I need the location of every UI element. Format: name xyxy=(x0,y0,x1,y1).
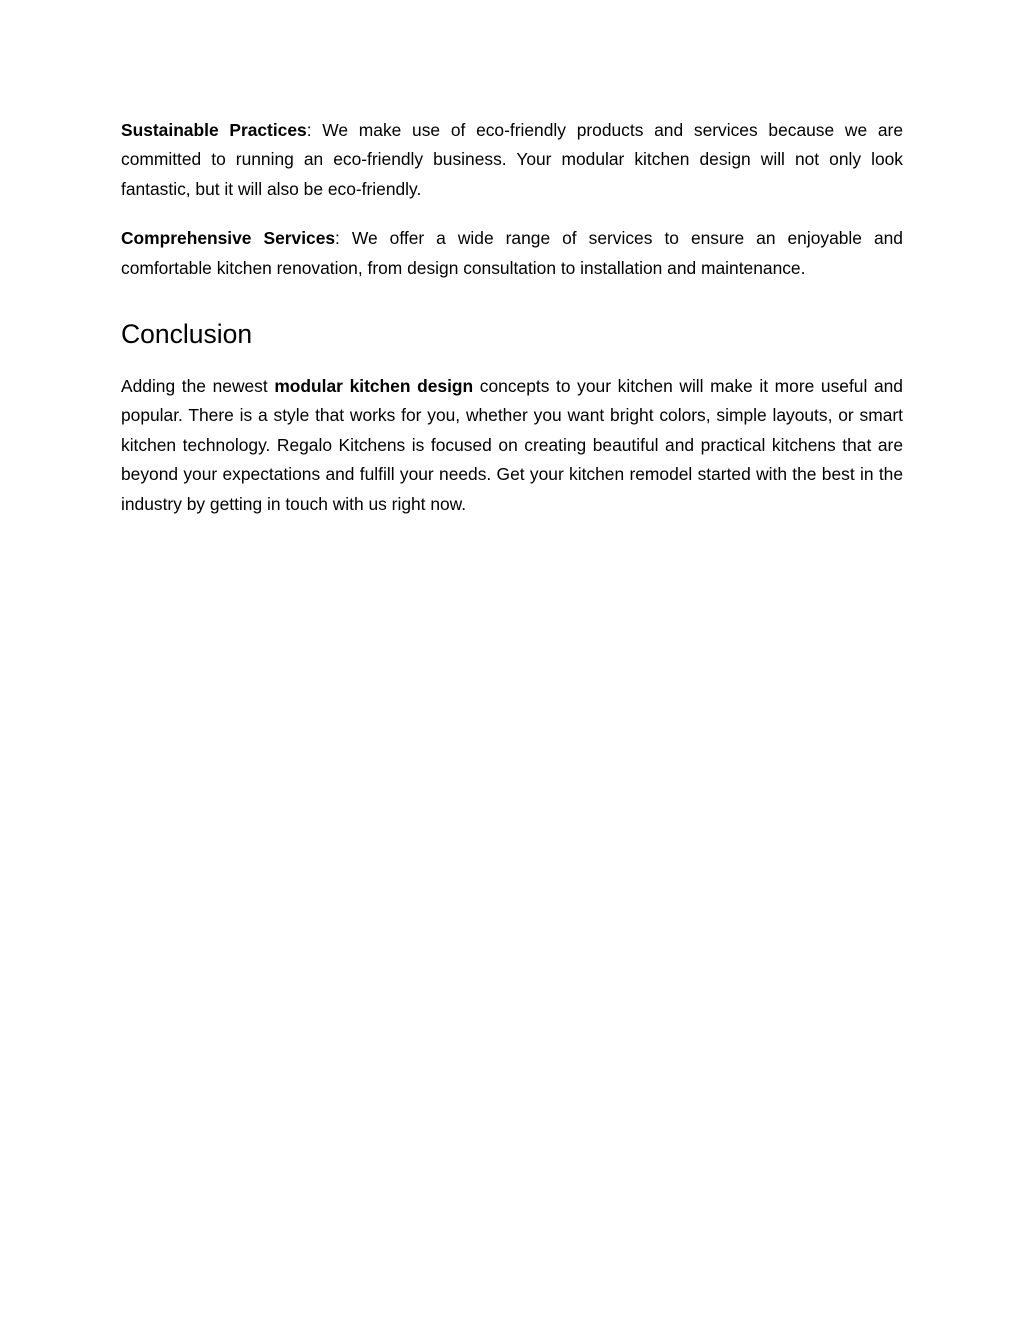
conclusion-bold-phrase: modular kitchen design xyxy=(274,376,474,397)
comprehensive-services-paragraph xyxy=(121,224,903,283)
conclusion-text-before: Adding the newest xyxy=(121,376,275,397)
comprehensive-services-text: : We offer a wide range of services to ensure an enjoyable and comfortable kitchen renovation, from design consultation to installation and maintenance. xyxy=(121,228,903,278)
conclusion-paragraph xyxy=(121,372,903,519)
conclusion-heading: Conclusion xyxy=(121,319,253,350)
comprehensive-services-term: Comprehensive Services xyxy=(121,228,336,249)
sustainable-practices-paragraph xyxy=(121,116,903,204)
conclusion-text-after: concepts to your kitchen will make it more useful and popular. There is a style that works for you, whether you want bright colors, simple layouts, or smart kitchen technology. Regalo Kitchens is focused on creating beautiful and practical kitchens that are beyond your expectations and fulfill your needs. Get your kitchen remodel started with the best in the industry by getting in touch with us right now. xyxy=(121,376,903,514)
document-body xyxy=(121,116,903,519)
sustainable-practices-text: : We make use of eco-friendly products and services because we are committed to running an eco-friendly business. Your modular kitchen design will not only look fantastic, but it will also be eco-friendly. xyxy=(121,120,903,199)
sustainable-practices-term: Sustainable Practices xyxy=(121,120,307,140)
